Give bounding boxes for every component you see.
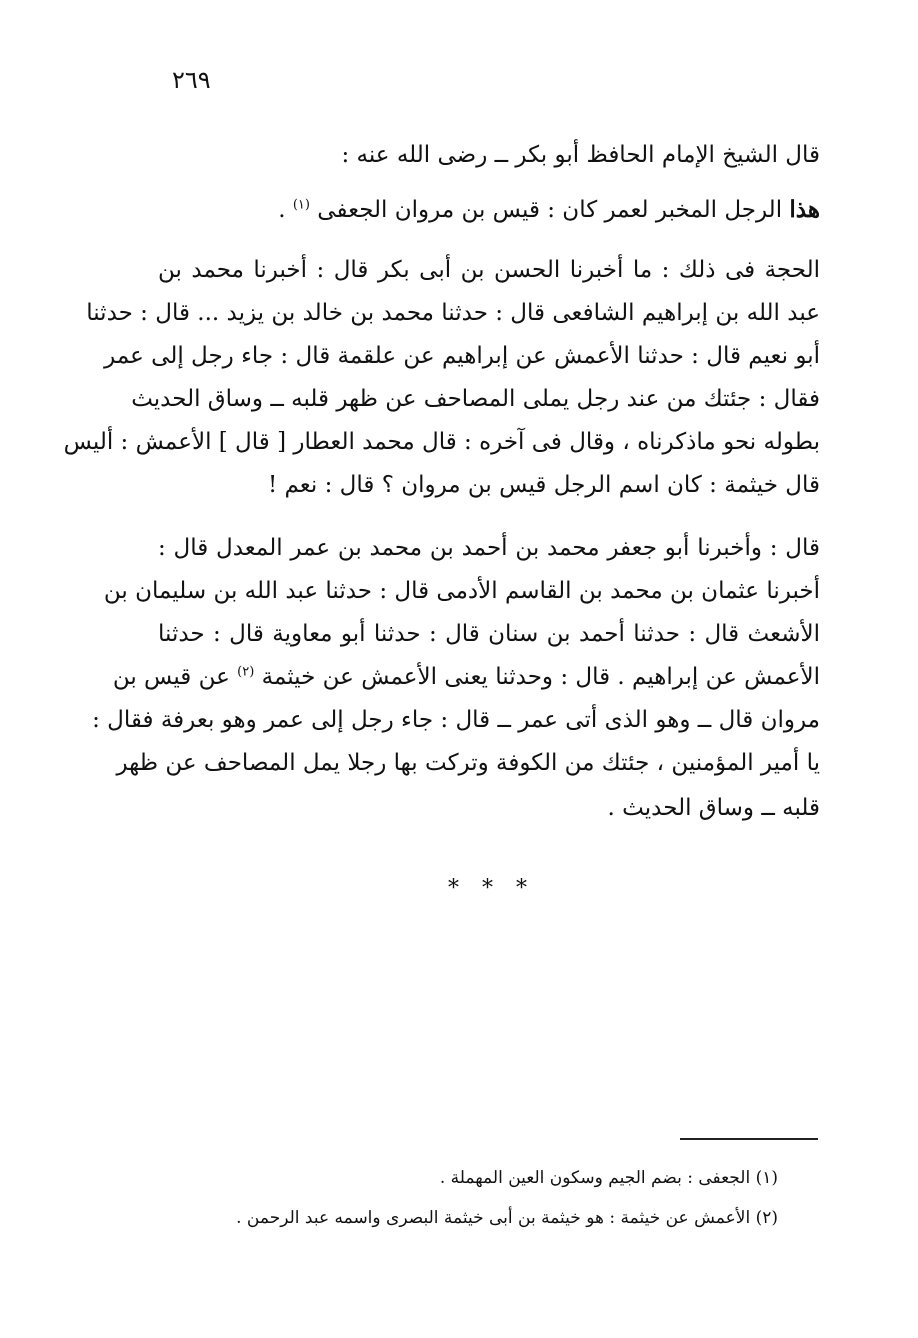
footnote-ref-2: (٢) bbox=[237, 664, 255, 680]
section-separator: * * * bbox=[448, 876, 535, 901]
page-number: ٢٦٩ bbox=[172, 66, 211, 94]
paragraph-2-line-1: قال : وأخبرنا أبو جعفر محمد بن أحمد بن محمد بن عمر المعدل قال : bbox=[158, 535, 820, 561]
header-line-2-text: الرجل المخبر لعمر كان : قيس بن مروان الجعفى bbox=[317, 197, 783, 223]
paragraph-1-line-3: أبو نعيم قال : حدثنا الأعمش عن إبراهيم عن علقمة قال : جاء رجل إلى عمر bbox=[104, 343, 820, 369]
paragraph-1-line-1: الحجة فى ذلك : ما أخبرنا الحسن بن أبى بكر قال : أخبرنا محمد بن bbox=[158, 257, 820, 283]
paragraph-1-line-5: بطوله نحو ماذكرناه ، وقال فى آخره : قال محمد العطار [ قال ] الأعمش : أليس bbox=[63, 429, 820, 455]
footnote-2: (٢) الأعمش عن خيثمة : هو خيثمة بن أبى خيثمة البصرى واسمه عبد الرحمن . bbox=[236, 1208, 778, 1228]
footnote-divider bbox=[680, 1138, 818, 1140]
header-line-2-bold: هذا bbox=[789, 196, 820, 223]
paragraph-2-line-4-text: الأعمش عن إبراهيم . قال : وحدثنا يعنى الأعمش عن خيثمة bbox=[261, 664, 820, 690]
paragraph-2-line-6: يا أمير المؤمنين ، جئتك من الكوفة وتركت بها رجلا يمل المصاحف عن ظهر bbox=[116, 750, 820, 776]
paragraph-1-line-4: فقال : جئتك من عند رجل يملى المصاحف عن ظهر قلبه ــ وساق الحديث bbox=[131, 386, 820, 412]
paragraph-2-line-4 bbox=[112, 662, 820, 692]
footnote-ref-1: (١) bbox=[292, 197, 310, 213]
paragraph-2-line-3: الأشعث قال : حدثنا أحمد بن سنان قال : حدثنا أبو معاوية قال : حدثنا bbox=[158, 621, 820, 647]
header-line-1: قال الشيخ الإمام الحافظ أبو بكر ــ رضى الله عنه : bbox=[341, 142, 820, 168]
paragraph-2-line-5: مروان قال ــ وهو الذى أتى عمر ــ قال : جاء رجل إلى عمر وهو بعرفة فقال : bbox=[92, 707, 820, 733]
paragraph-2-line-2: أخبرنا عثمان بن محمد بن القاسم الأدمى قال : حدثنا عبد الله بن سليمان بن bbox=[103, 578, 820, 604]
paragraph-2-line-7: قلبه ــ وساق الحديث . bbox=[607, 795, 820, 821]
footnote-1: (١) الجعفى : بضم الجيم وسكون العين المهملة . bbox=[439, 1168, 778, 1188]
paragraph-1-line-2: عبد الله بن إبراهيم الشافعى قال : حدثنا محمد بن خالد بن يزيد ... قال : حدثنا bbox=[86, 300, 820, 326]
header-line-2 bbox=[268, 195, 820, 225]
paragraph-2-line-4-end: عن قيس بن bbox=[112, 664, 230, 690]
header-line-2-end: . bbox=[278, 197, 286, 223]
paragraph-1-line-6: قال خيثمة : كان اسم الرجل قيس بن مروان ؟ قال : نعم ! bbox=[267, 472, 820, 498]
